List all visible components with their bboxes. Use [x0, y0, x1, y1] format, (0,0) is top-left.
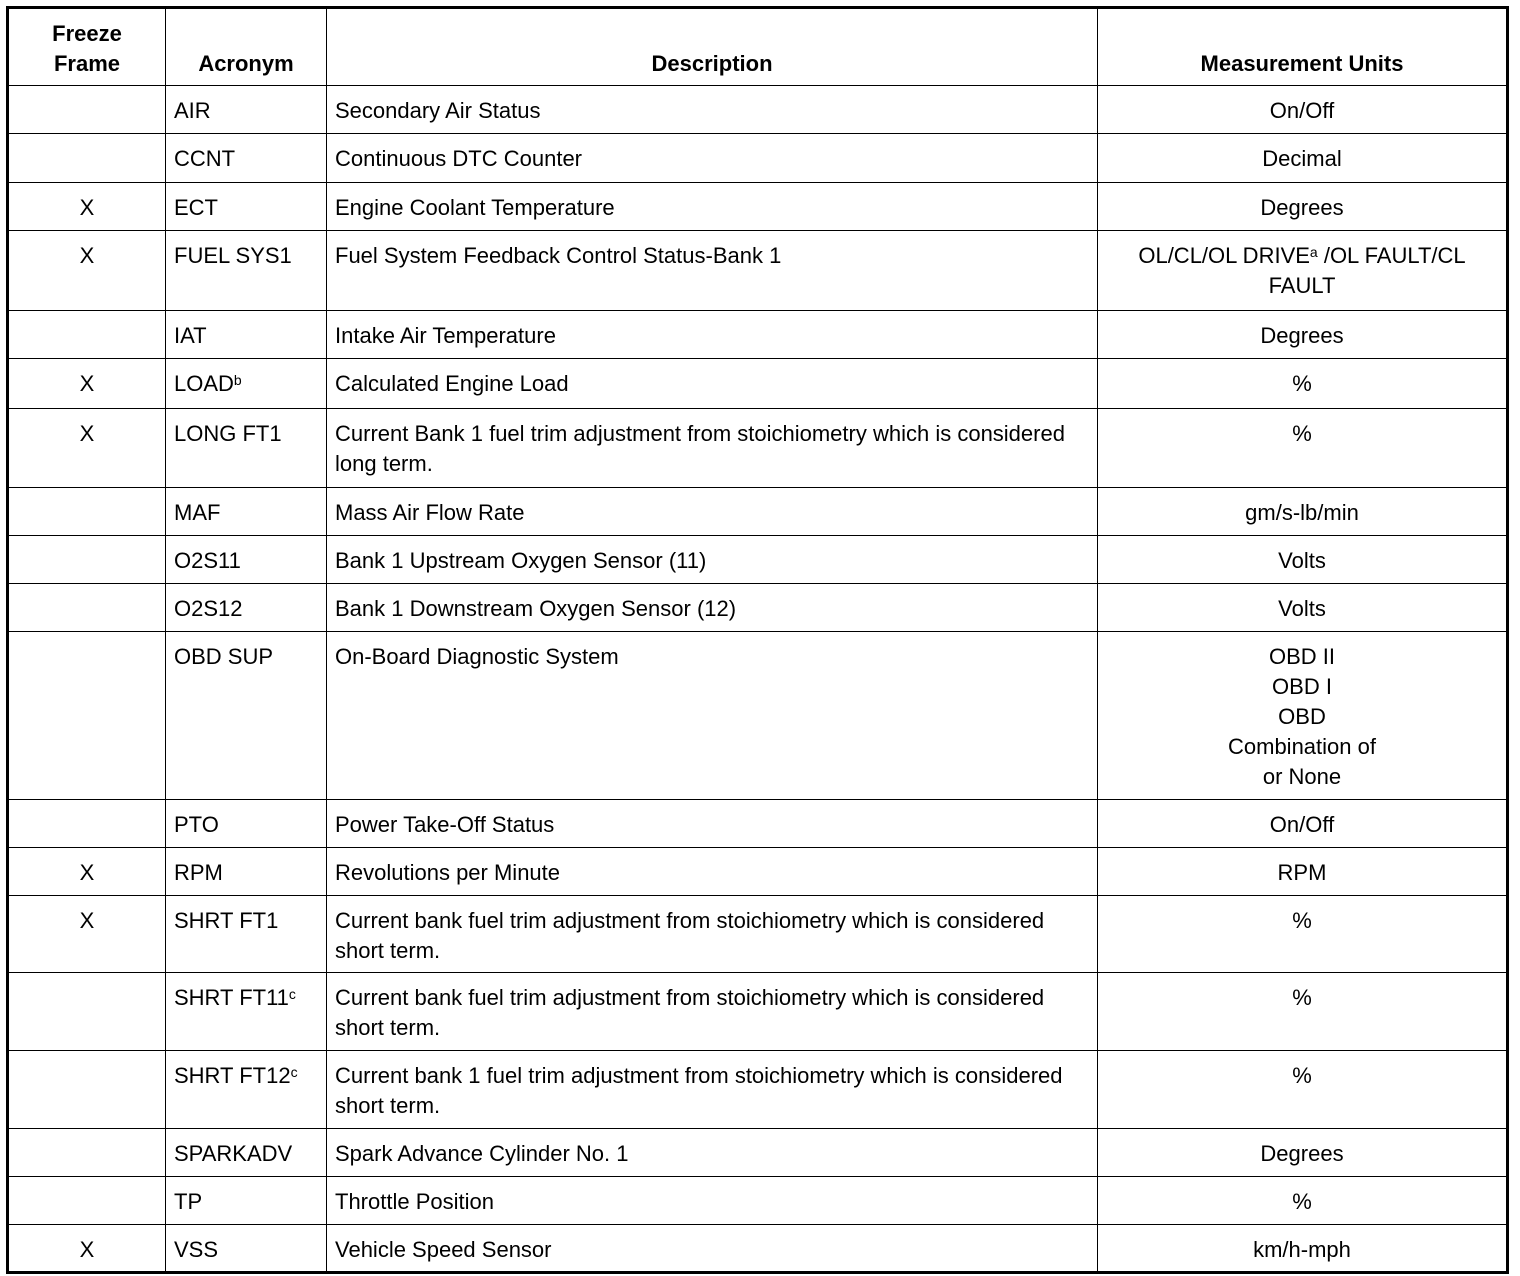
acronym-text: SHRT FT12 — [174, 1063, 291, 1088]
units-text: % — [1292, 421, 1312, 446]
footnote-marker: b — [233, 372, 242, 388]
freeze-frame-cell — [8, 311, 166, 359]
acronym-text: AIR — [174, 98, 211, 123]
header-acronym: Acronym — [166, 8, 327, 86]
acronym-text: LONG FT1 — [174, 421, 282, 446]
units-text: Decimal — [1262, 146, 1342, 171]
acronym-text: IAT — [174, 323, 207, 348]
units-text: % — [1292, 908, 1312, 933]
acronym-cell — [166, 848, 327, 896]
acronym-text: O2S11 — [174, 548, 241, 573]
units-cell — [1098, 1177, 1508, 1225]
acronym-text: ECT — [174, 195, 218, 220]
units-cell — [1098, 231, 1508, 311]
acronym-cell — [166, 1129, 327, 1177]
table-row — [8, 1051, 1508, 1129]
units-cell — [1098, 1051, 1508, 1129]
description-cell: Calculated Engine Load — [327, 359, 1098, 409]
freeze-frame-cell — [8, 584, 166, 632]
freeze-frame-cell — [8, 800, 166, 848]
description-cell: Power Take-Off Status — [327, 800, 1098, 848]
table-row — [8, 488, 1508, 536]
footnote-marker: a — [1309, 244, 1318, 260]
units-cell — [1098, 1225, 1508, 1273]
units-text: km/h-mph — [1253, 1237, 1351, 1262]
units-text: Degrees — [1260, 323, 1344, 348]
table-row — [8, 183, 1508, 231]
acronym-cell — [166, 183, 327, 231]
acronym-text: TP — [174, 1189, 203, 1214]
table-row — [8, 536, 1508, 584]
freeze-frame-cell — [8, 1177, 166, 1225]
units-cell — [1098, 183, 1508, 231]
units-cell — [1098, 848, 1508, 896]
header-freeze-frame: Freeze Frame — [8, 8, 166, 86]
description-cell: Current bank fuel trim adjustment from stoichiometry which is considered short term. — [327, 973, 1098, 1051]
description-cell: Intake Air Temperature — [327, 311, 1098, 359]
units-cell — [1098, 488, 1508, 536]
acronym-cell — [166, 584, 327, 632]
acronym-cell — [166, 632, 327, 800]
table-row — [8, 1177, 1508, 1225]
acronym-cell — [166, 973, 327, 1051]
acronym-text: FUEL SYS1 — [174, 243, 292, 268]
acronym-cell — [166, 1051, 327, 1129]
table-row — [8, 800, 1508, 848]
table-row — [8, 86, 1508, 134]
units-text: RPM — [1277, 860, 1327, 885]
description-cell: Engine Coolant Temperature — [327, 183, 1098, 231]
table-row — [8, 1129, 1508, 1177]
description-cell: Fuel System Feedback Control Status-Bank 1 — [327, 231, 1098, 311]
acronym-text: LOAD — [174, 371, 234, 396]
units-text: OL/CL/OL DRIVE — [1138, 243, 1310, 268]
freeze-frame-cell — [8, 134, 166, 183]
description-cell: Bank 1 Upstream Oxygen Sensor (11) — [327, 536, 1098, 584]
description-cell: Continuous DTC Counter — [327, 134, 1098, 183]
units-text: Degrees — [1260, 195, 1344, 220]
units-text: gm/s-lb/min — [1245, 500, 1359, 525]
acronym-cell — [166, 1177, 327, 1225]
freeze-frame-cell — [8, 536, 166, 584]
table-row — [8, 973, 1508, 1051]
description-cell: Bank 1 Downstream Oxygen Sensor (12) — [327, 584, 1098, 632]
table-row — [8, 311, 1508, 359]
description-cell: Revolutions per Minute — [327, 848, 1098, 896]
units-text: Degrees — [1260, 1141, 1344, 1166]
units-text: % — [1292, 1189, 1312, 1214]
acronym-text: SPARKADV — [174, 1141, 293, 1166]
header-description: Description — [327, 8, 1098, 86]
description-cell: On-Board Diagnostic System — [327, 632, 1098, 800]
units-text: On/Off — [1269, 812, 1335, 837]
units-cell — [1098, 86, 1508, 134]
acronym-text: PTO — [174, 812, 219, 837]
units-cell — [1098, 536, 1508, 584]
units-cell — [1098, 973, 1508, 1051]
acronym-cell — [166, 488, 327, 536]
freeze-frame-cell — [8, 1051, 166, 1129]
table-row — [8, 409, 1508, 488]
parameter-table — [6, 6, 1509, 1274]
description-cell: Secondary Air Status — [327, 86, 1098, 134]
description-cell: Mass Air Flow Rate — [327, 488, 1098, 536]
freeze-frame-cell: X — [8, 183, 166, 231]
freeze-frame-cell — [8, 1129, 166, 1177]
freeze-frame-cell: X — [8, 409, 166, 488]
units-cell — [1098, 800, 1508, 848]
units-text: On/Off — [1269, 98, 1335, 123]
header-row — [8, 8, 1508, 86]
footnote-marker: c — [288, 986, 296, 1002]
freeze-frame-cell — [8, 632, 166, 800]
freeze-frame-cell: X — [8, 848, 166, 896]
description-cell: Spark Advance Cylinder No. 1 — [327, 1129, 1098, 1177]
freeze-frame-cell — [8, 86, 166, 134]
table-row — [8, 1225, 1508, 1273]
units-text: OBD II OBD I OBD Combination of or None — [1228, 644, 1376, 789]
units-cell — [1098, 134, 1508, 183]
freeze-frame-cell — [8, 488, 166, 536]
units-cell — [1098, 632, 1508, 800]
table-row — [8, 584, 1508, 632]
units-text: Volts — [1278, 596, 1326, 621]
acronym-cell — [166, 359, 327, 409]
units-cell — [1098, 896, 1508, 973]
units-cell — [1098, 409, 1508, 488]
description-cell: Vehicle Speed Sensor — [327, 1225, 1098, 1273]
acronym-text: CCNT — [174, 146, 236, 171]
units-text: % — [1292, 371, 1312, 396]
acronym-cell — [166, 311, 327, 359]
units-text: % — [1292, 985, 1312, 1010]
table-row — [8, 848, 1508, 896]
footnote-marker: c — [290, 1064, 298, 1080]
acronym-text: O2S12 — [174, 596, 243, 621]
acronym-text: SHRT FT11 — [174, 985, 289, 1010]
table-row — [8, 231, 1508, 311]
units-text-rest: /OL FAULT/CL FAULT — [1268, 243, 1466, 298]
acronym-text: MAF — [174, 500, 221, 525]
units-text: Volts — [1278, 548, 1326, 573]
units-text: % — [1292, 1063, 1312, 1088]
units-cell — [1098, 311, 1508, 359]
freeze-frame-cell: X — [8, 231, 166, 311]
freeze-frame-cell — [8, 973, 166, 1051]
acronym-text: SHRT FT1 — [174, 908, 279, 933]
acronym-cell — [166, 231, 327, 311]
table-row — [8, 896, 1508, 973]
description-cell: Current bank 1 fuel trim adjustment from stoichiometry which is considered short term. — [327, 1051, 1098, 1129]
acronym-cell — [166, 800, 327, 848]
freeze-frame-cell: X — [8, 1225, 166, 1273]
acronym-cell — [166, 86, 327, 134]
acronym-text: RPM — [174, 860, 223, 885]
units-cell — [1098, 1129, 1508, 1177]
description-cell: Throttle Position — [327, 1177, 1098, 1225]
acronym-text: VSS — [174, 1237, 219, 1262]
acronym-text: OBD SUP — [174, 644, 274, 669]
table-row — [8, 632, 1508, 800]
acronym-cell — [166, 536, 327, 584]
freeze-frame-cell: X — [8, 359, 166, 409]
acronym-cell — [166, 896, 327, 973]
freeze-frame-cell: X — [8, 896, 166, 973]
header-measurement-units: Measurement Units — [1098, 8, 1508, 86]
units-cell — [1098, 359, 1508, 409]
description-cell: Current bank fuel trim adjustment from stoichiometry which is considered short term. — [327, 896, 1098, 973]
table-row — [8, 359, 1508, 409]
acronym-cell — [166, 134, 327, 183]
table-row — [8, 134, 1508, 183]
acronym-cell — [166, 1225, 327, 1273]
acronym-cell — [166, 409, 327, 488]
units-cell — [1098, 584, 1508, 632]
description-cell: Current Bank 1 fuel trim adjustment from stoichiometry which is considered long term. — [327, 409, 1098, 488]
